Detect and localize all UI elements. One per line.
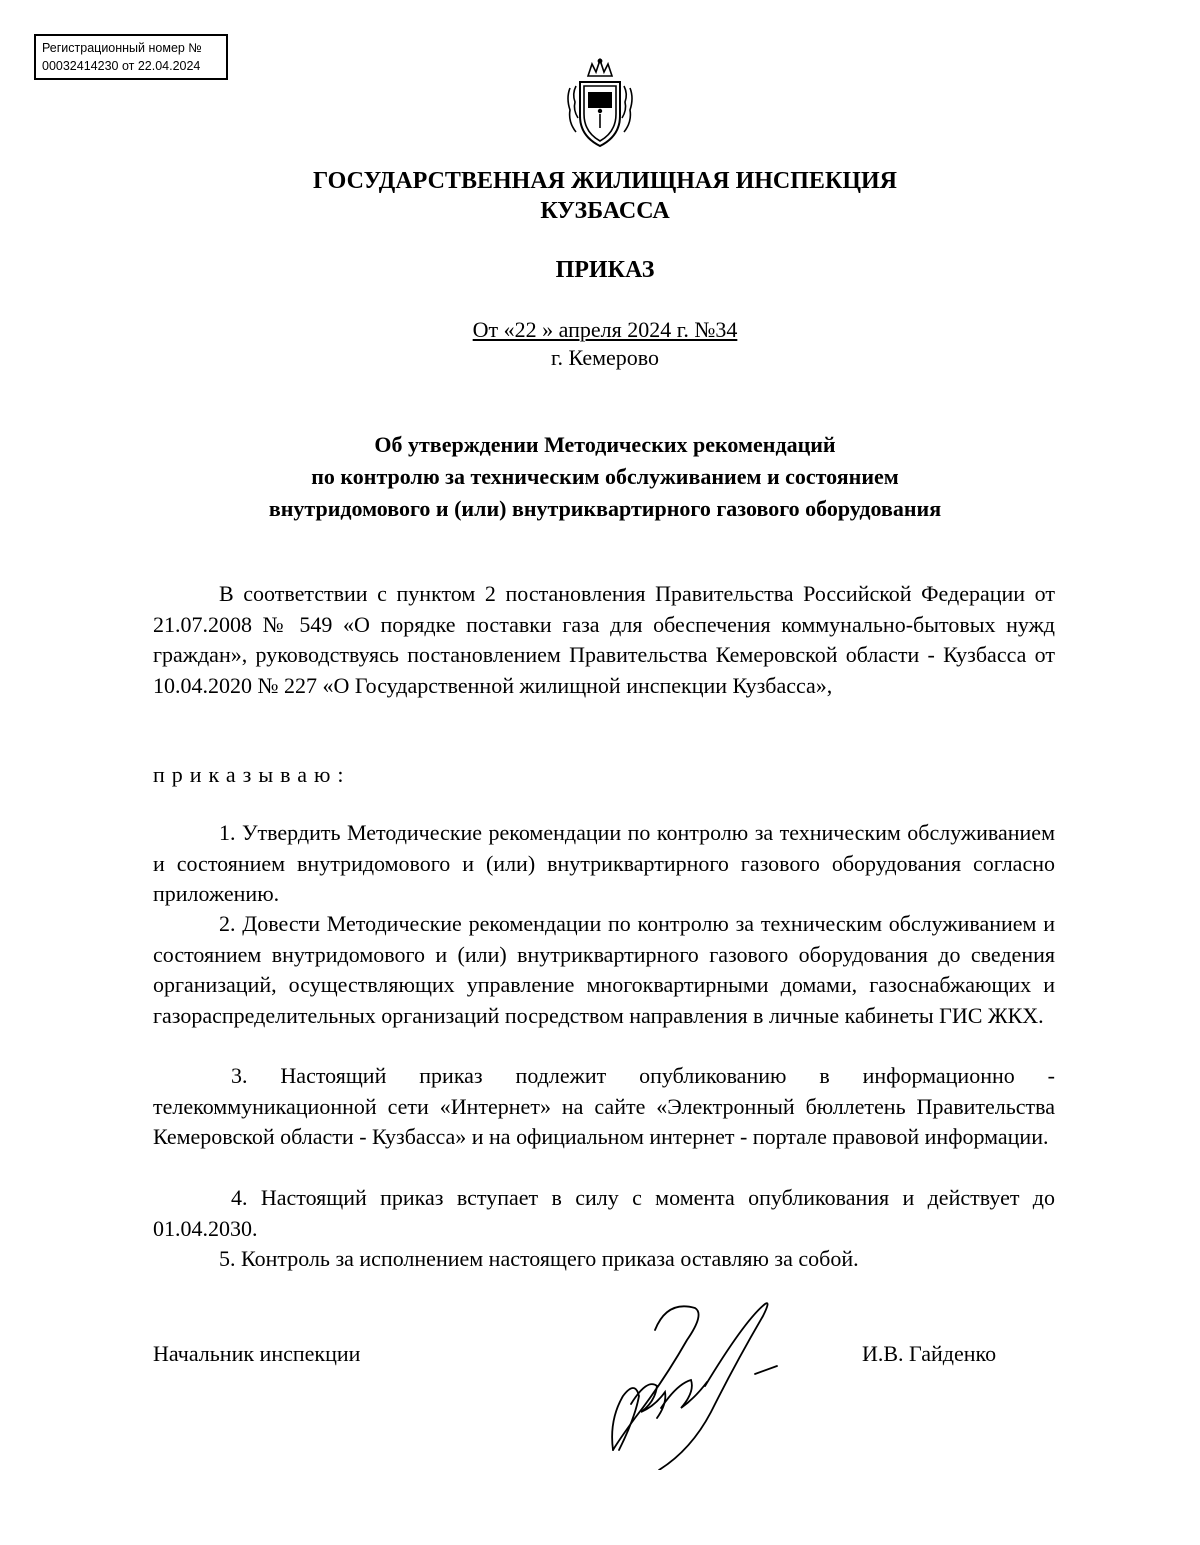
document-type: ПРИКАЗ xyxy=(555,257,655,283)
order-item-1-text: 1. Утвердить Методические рекомендации по контролю за техническим обслуживанием и состоянием внутридомового и (или) внутриквартирного газового оборудования согласно приложению. xyxy=(153,820,1055,906)
city: г. Кемерово xyxy=(550,345,660,370)
preamble-paragraph xyxy=(153,579,1055,701)
registration-line-1: Регистрационный номер № xyxy=(42,41,202,55)
order-item-4-text: 4. Настоящий приказ вступает в силу с момента опубликования и действует до 01.04.2030. xyxy=(153,1185,1055,1241)
order-date: От «22 » апреля 2024 г. №34 xyxy=(472,317,738,342)
subject-line-2: по контролю за техническим обслуживанием и состоянием xyxy=(311,464,899,489)
handwritten-signature xyxy=(595,1300,785,1470)
registration-stamp xyxy=(34,34,228,80)
order-item-3-text: 3. Настоящий приказ подлежит опубликованию в информационно - телекоммуникационной сети «Интернет» на сайте «Электронный бюллетень Правительства Кемеровской области - Кузбасса» и на официальном интернет - портале правовой информации. xyxy=(153,1063,1055,1149)
coat-of-arms-icon xyxy=(562,58,638,150)
order-word-text: приказываю: xyxy=(153,762,351,787)
order-item-5 xyxy=(153,1244,1055,1275)
subject-line-3: внутридомового и (или) внутриквартирного газового оборудования xyxy=(268,496,942,521)
order-item-1 xyxy=(153,818,1055,910)
order-item-2-text: 2. Довести Методические рекомендации по контролю за техническим обслуживанием и состоянием внутридомового и (или) внутриквартирного газового оборудования до сведения организаций, осуществляющих управление многоквартирными домами, газоснабжающих и газораспределительных организаций посредством направления в личные кабинеты ГИС ЖКХ. xyxy=(153,911,1055,1028)
registration-line-2: 00032414230 от 22.04.2024 xyxy=(42,59,201,73)
order-item-3 xyxy=(153,1061,1055,1153)
organization-region: КУЗБАССА xyxy=(540,198,670,224)
signatory-position: Начальник инспекции xyxy=(153,1341,361,1366)
order-word xyxy=(153,760,1055,791)
subject-line-1: Об утверждении Методических рекомендаций xyxy=(374,432,836,457)
preamble-text: В соответствии с пунктом 2 постановления Правительства Российской Федерации от 21.07.2008 № 549 «О порядке поставки газа для обеспечения коммунально-бытовых нужд граждан», руководствуясь постановлением Правительства Кемеровской области - Кузбасса от 10.04.2020 № 227 «О Государственной жилищной инспекции Кузбасса», xyxy=(153,581,1055,698)
order-item-2 xyxy=(153,909,1055,1031)
organization-name: ГОСУДАРСТВЕННАЯ ЖИЛИЩНАЯ ИНСПЕКЦИЯ xyxy=(312,168,898,194)
order-date-line xyxy=(0,316,1200,344)
order-item-4 xyxy=(153,1183,1055,1244)
order-item-5-text: 5. Контроль за исполнением настоящего приказа оставляю за собой. xyxy=(219,1246,859,1271)
signatory-name: И.В. Гайденко xyxy=(862,1341,997,1366)
